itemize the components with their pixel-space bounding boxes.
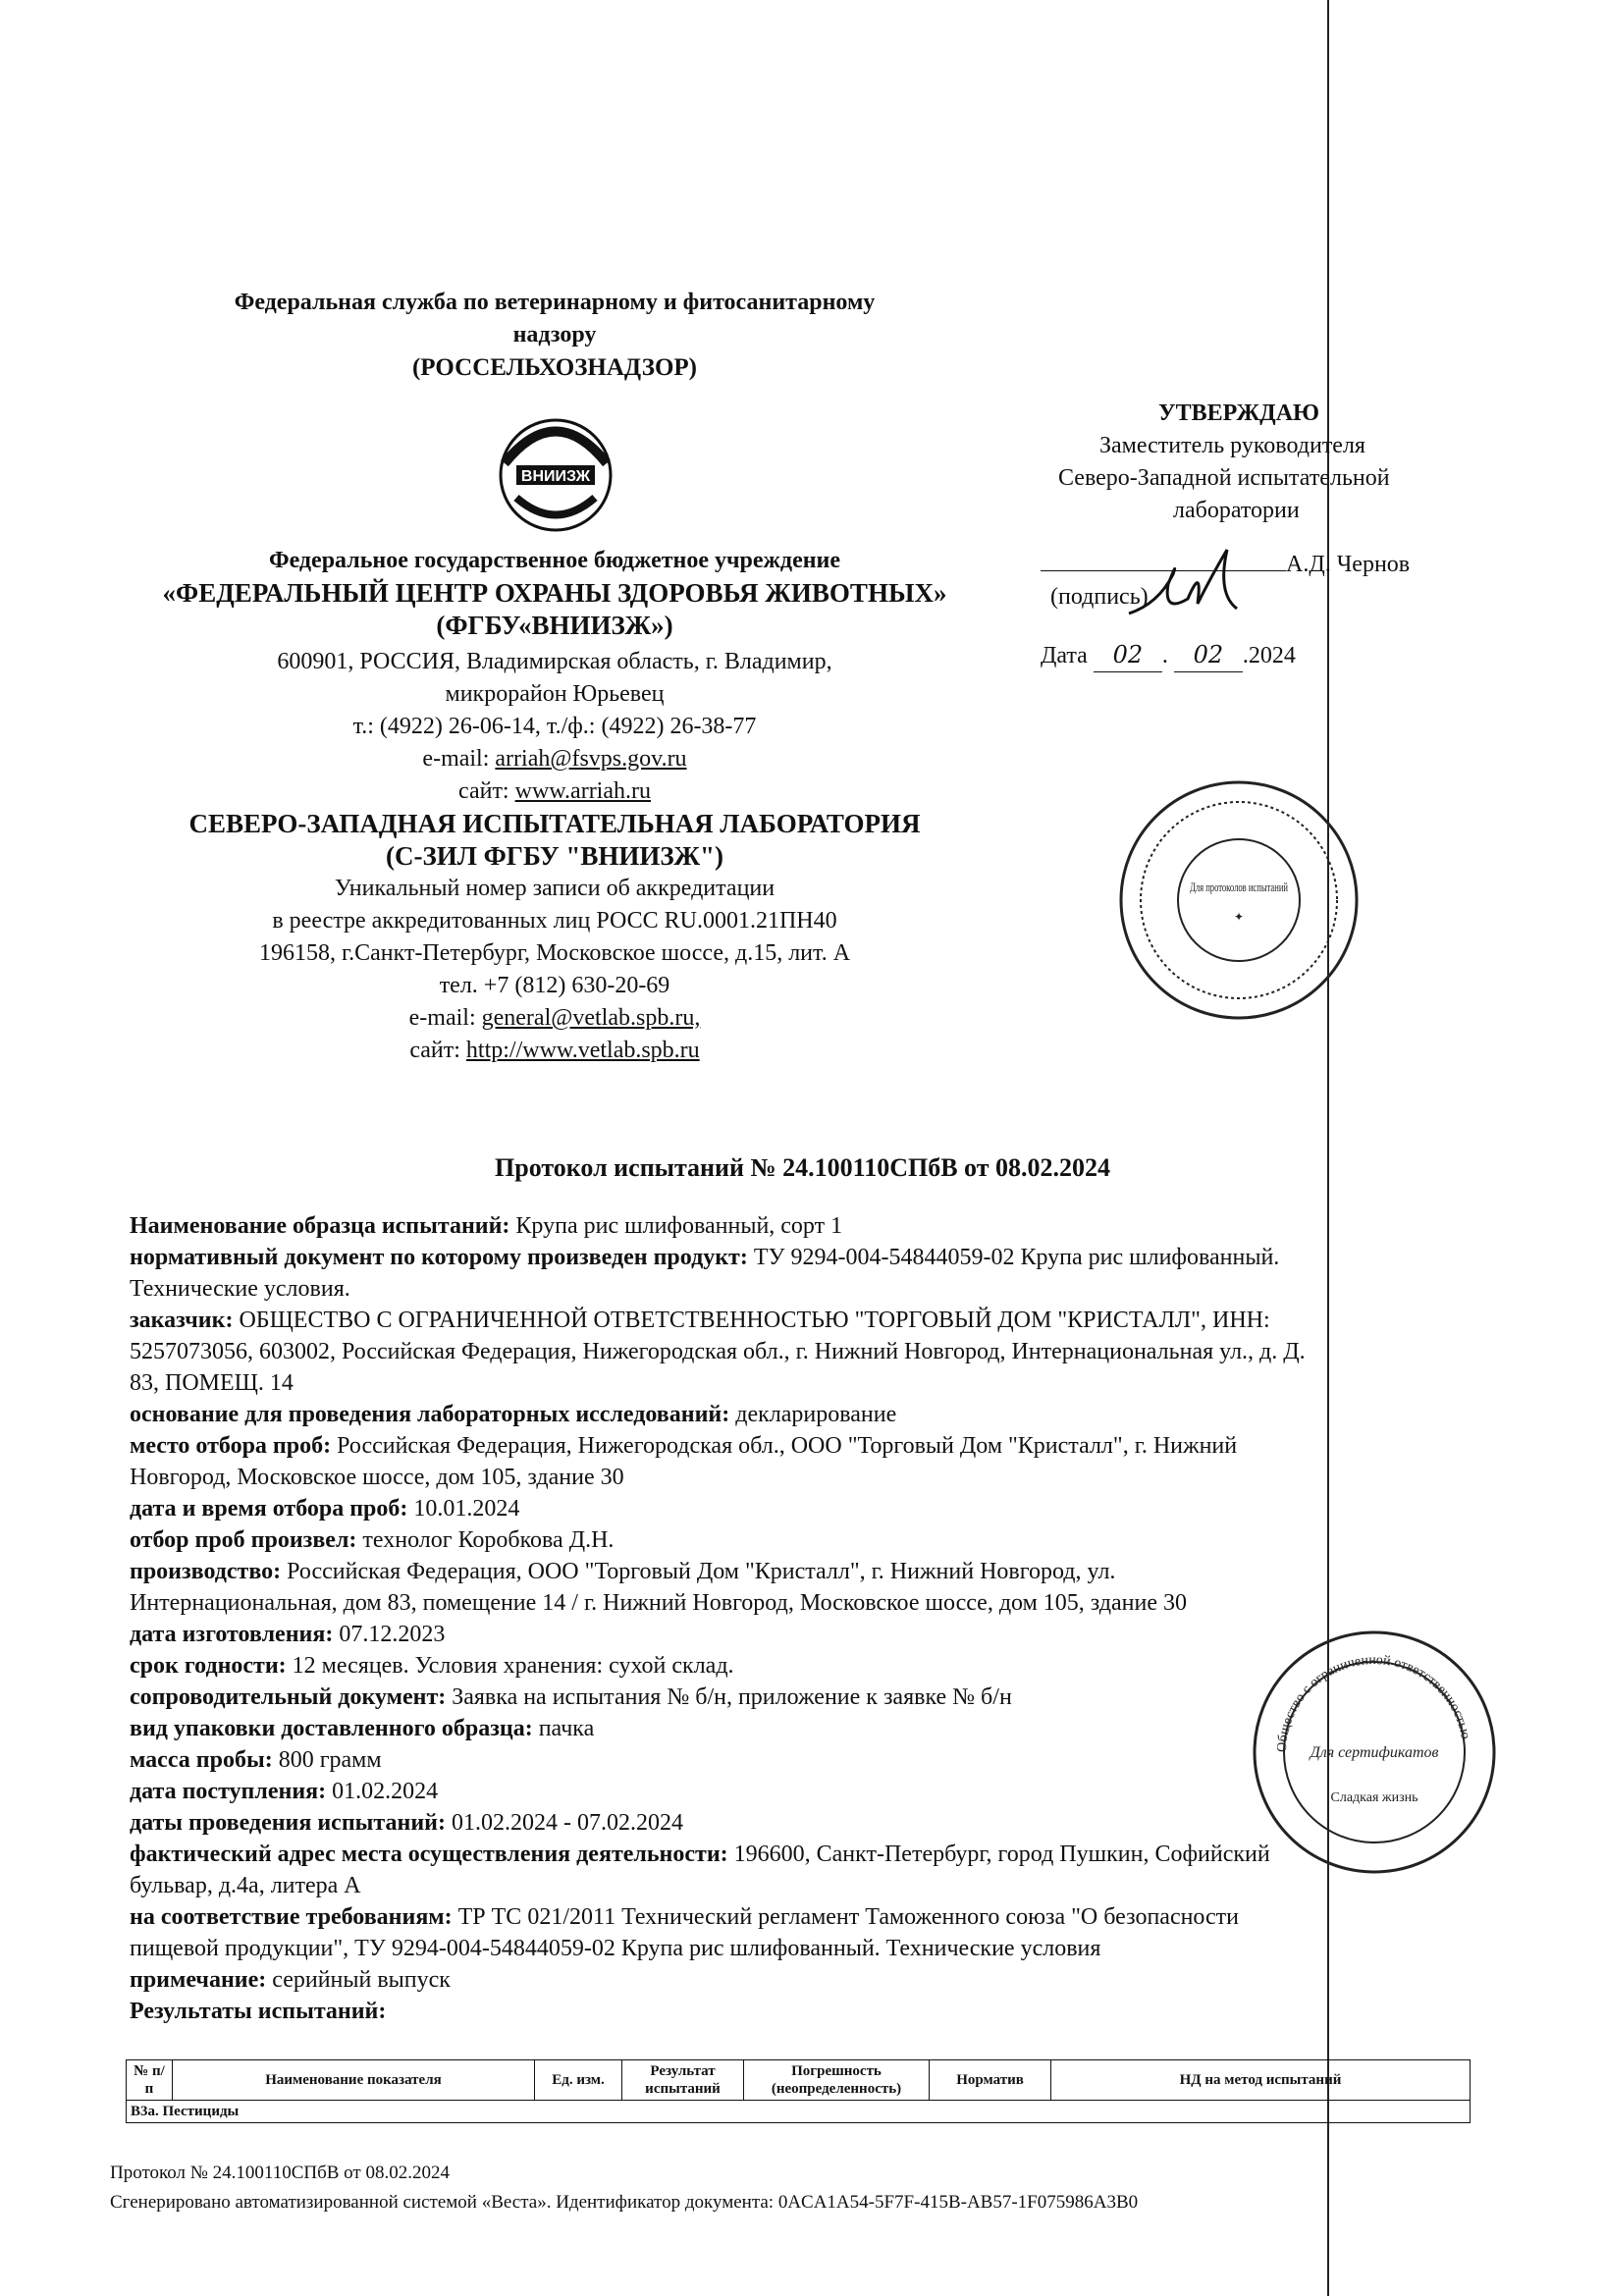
emblem-text: ВНИИЗЖ [520,468,591,485]
stamp2-center-text: Для сертификатов [1310,1744,1439,1761]
field-row: дата поступления: 01.02.2024 [130,1779,439,1804]
col-header: Норматив [930,2060,1051,2101]
field-row: даты проведения испытаний: 01.02.2024 - 07.02.2024 [130,1810,683,1836]
field-row: 83, ПОМЕЩ. 14 [130,1370,294,1396]
date-year: 2024 [1248,643,1296,668]
lab-name: СЕВЕРО-ЗАПАДНАЯ ИСПЫТАТЕЛЬНАЯ ЛАБОРАТОРИЯ [188,809,921,838]
agency-abbr: (РОССЕЛЬХОЗНАДЗОР) [411,354,697,381]
field-row: Наименование образца испытаний: Крупа рис шлифованный, сорт 1 [130,1213,843,1239]
protocol-fields [130,1210,1533,2027]
field-row: на соответствие требованиям: ТР ТС 021/2011 Технический регламент Таможенного союза "О безопасности [130,1904,1240,1930]
institution-block [137,545,972,1067]
approval-date: Дата 02 . 02 .2024 [1041,639,1482,672]
site-link[interactable]: www.arriah.ru [514,778,651,804]
accreditation-line2: в реестре аккредитованных лиц РОСС RU.0001.21ПН40 [272,908,837,934]
results-table [126,2059,1471,2123]
approval-line2: Северо-Западной испытательной [1058,465,1390,491]
date-day: 02 [1094,639,1162,672]
col-header: Ед. изм. [535,2060,622,2101]
field-row: фактический адрес места осуществления деятельности: 196600, Санкт-Петербург, город Пушкин, Софийский [130,1842,1270,1867]
date-month: 02 [1174,639,1243,672]
stamp2-left-text: Сладкая жизнь [1330,1790,1418,1805]
header-block [137,287,972,384]
address-line1: 600901, РОССИЯ, Владимирская область, г. Владимир, [277,649,832,674]
field-row: Результаты испытаний: [130,1999,387,2024]
field-row: примечание: серийный выпуск [130,1967,451,1993]
field-row: вид упаковки доставленного образца: пачка [130,1716,595,1741]
footer-line1: Протокол № 24.100110СПбВ от 08.02.2024 [110,2163,450,2183]
date-label: Дата [1041,643,1088,668]
email-line [137,743,972,775]
phones: т.: (4922) 26-06-14, т./ф.: (4922) 26-38-77 [352,714,757,739]
col-header: НД на метод испытаний [1051,2060,1471,2101]
field-row: нормативный документ по которому произведен продукт: ТУ 9294-004-54844059-02 Крупа рис шлифованный. [130,1245,1280,1270]
field-row: масса пробы: 800 грамм [130,1747,382,1773]
agency-line1: Федеральная служба по ветеринарному и фитосанитарному [234,290,876,315]
lab-phone: тел. +7 (812) 630-20-69 [439,973,670,998]
protocol-title: Протокол испытаний № 24.100110СПбВ от 08.02.2024 [495,1153,1110,1182]
signature-caption: (подпись) [1050,584,1149,610]
svg-text:✦: ✦ [1233,910,1245,924]
table-header-row [127,2060,1471,2101]
field-row: дата и время отбора проб: 10.01.2024 [130,1496,520,1522]
lab-abbr: (С-ЗИЛ ФГБУ "ВНИИЗЖ") [385,841,723,871]
field-row: отбор проб произвел: технолог Коробкова Д.Н. [130,1527,615,1553]
institution-line1: Федеральное государственное бюджетное учреждение [268,548,841,573]
section-row: В3а. Пестициды [127,2101,1471,2123]
institution-abbr: (ФГБУ«ВНИИЗЖ») [436,611,673,640]
lab-site-line [137,1035,972,1067]
lab-address: 196158, г.Санкт-Петербург, Московское шоссе, д.15, лит. А [258,940,851,966]
institution-name: «ФЕДЕРАЛЬНЫЙ ЦЕНТР ОХРАНЫ ЗДОРОВЬЯ ЖИВОТНЫХ» [162,578,947,608]
lab-email-link[interactable]: general@vetlab.spb.ru, [481,1005,701,1031]
signer-name: А.Д. Чернов [1286,552,1411,577]
lab-stamp-icon [1114,775,1364,1026]
approval-line3: лаборатории [1173,498,1300,523]
col-header: № п/п [127,2060,173,2101]
stamp2-top-text: Общество с ограниченной ответственностью [1274,1652,1473,1753]
field-row: место отбора проб: Российская Федерация, Нижегородская обл., ООО "Торговый Дом "Кристалл", г. Нижний [130,1433,1238,1459]
stamp1-center-text: Для протоколов испытаний [1190,880,1289,894]
accreditation-line1: Уникальный номер записи об аккредитации [334,876,776,901]
email-label: e-mail: [422,746,496,772]
email-link[interactable]: arriah@fsvps.gov.ru [495,746,687,772]
address-line2: микрорайон Юрьевец [445,681,665,707]
company-stamp-icon [1247,1625,1502,1880]
lab-site-label: сайт: [409,1038,466,1063]
field-row: дата изготовления: 07.12.2023 [130,1622,446,1647]
svg-text:Общество с ограниченной ответс [1275,1653,1472,1752]
field-row: сопроводительный документ: Заявка на испытания № б/н, приложение к заявке № б/н [130,1684,1012,1710]
field-row: основание для проведения лабораторных исследований: декларирование [130,1402,897,1427]
col-header: Наименование показателя [173,2060,535,2101]
site-label: сайт: [458,778,515,804]
agency-line2: надзору [512,322,597,347]
field-row: срок годности: 12 месяцев. Условия хранения: сухой склад. [130,1653,734,1679]
lab-email-label: e-mail: [408,1005,482,1031]
field-row: производство: Российская Федерация, ООО "Торговый Дом "Кристалл", г. Нижний Новгород, ул. [130,1559,1116,1584]
col-header: Погрешность (неопределенность) [744,2060,930,2101]
col-header: Результат испытаний [622,2060,744,2101]
field-row: Интернациональная, дом 83, помещение 14 / г. Нижний Новгород, Московское шоссе, дом 105, здание 30 [130,1590,1188,1616]
field-row: 5257073056, 603002, Российская Федерация, Нижегородская обл., г. Нижний Новгород, Интернациональная ул., д. Д. [130,1339,1306,1364]
field-row: пищевой продукции", ТУ 9294-004-54844059-02 Крупа рис шлифованный. Технические условия [130,1936,1101,1961]
lab-email-line [137,1002,972,1035]
footer-line2: Сгенерировано автоматизированной системой «Веста». Идентификатор документа: 0ACA1A54-5F7F-415B-AB57-1F075986A3B0 [110,2192,1139,2213]
table-row [127,2101,1471,2123]
field-row: заказчик: ОБЩЕСТВО С ОГРАНИЧЕННОЙ ОТВЕТСТВЕННОСТЬЮ "ТОРГОВЫЙ ДОМ "КРИСТАЛЛ", ИНН: [130,1308,1270,1333]
approval-line1: Заместитель руководителя [1099,433,1365,458]
site-line [137,775,972,808]
signature-icon [1119,545,1276,633]
lab-site-link[interactable]: http://www.vetlab.spb.ru [465,1038,700,1063]
field-row: бульвар, д.4а, литера А [130,1873,361,1898]
field-row: Технические условия. [130,1276,350,1302]
field-row: Новгород, Московское шоссе, дом 105, здание 30 [130,1465,624,1490]
approval-title: УТВЕРЖДАЮ [1158,400,1320,426]
vniizzh-emblem-icon [487,404,624,542]
